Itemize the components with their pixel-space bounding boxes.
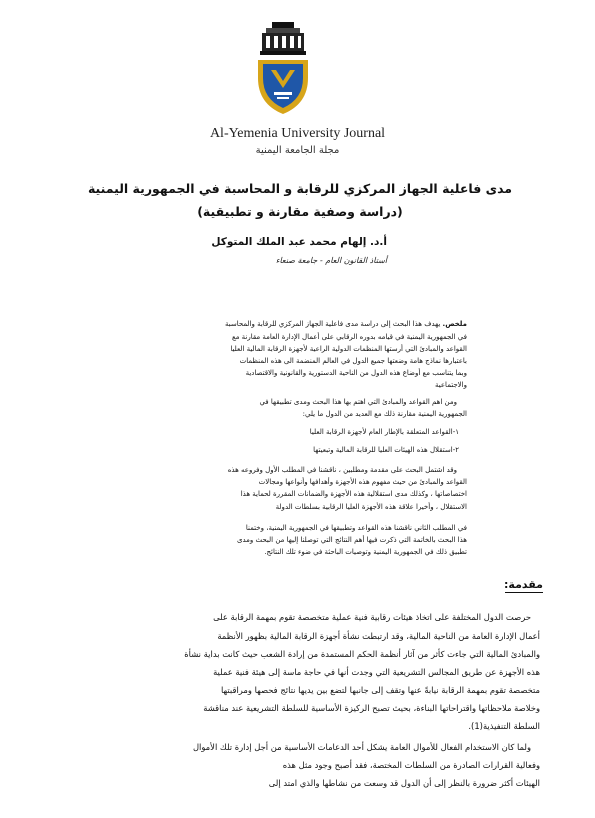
author-affiliation: أستاذ القانون العام - جامعة صنعاء — [275, 256, 387, 265]
intro-line: حرصت الدول المختلفة على اتخاذ هيئات رقابية فنية عملية متخصصة تقوم بمهمة الرقابة على — [213, 612, 531, 622]
abstract-list-item-2: ٢-استقلال هذه الهيئات العليا للرقابة المالية وتبعيتها — [313, 446, 459, 454]
abstract-line: في الجمهورية اليمنية في قيامه بدوره الرقابي على أعمال الإدارة العامة مقارنة مع — [231, 333, 467, 341]
abstract-line: الاستقلال ، وأخيرا علاقة هذه الأجهزة العليا الرقابية بسلطات الدولة — [275, 503, 467, 511]
abstract-line: وقد اشتمل البحث على مقدمة ومطلبين ، ناقشنا في المطلب الأول وفروعه هذه — [227, 466, 457, 474]
intro-line: والمبادئ المالية التي جاءت كأثر من آثار أنظمة الحكم المستمدة من إرادة الشعب حيث كانت بداية نشأة — [184, 649, 540, 659]
intro-line: هذه الأجهزة عن طريق المجالس التشريعية التي وجدت أنها في حاجة ماسة إلى هيئة فنية عملية — [213, 667, 540, 677]
abstract-line: ملخص. يهدف هذا البحث إلى دراسة مدى فاعلية الجهاز المركزي للرقابة والمحاسبة — [224, 320, 467, 328]
intro-line: السلطة التنفيذية(1). — [468, 721, 540, 731]
abstract-line: اختصاصاتها ، وكذلك مدى استقلالية هذه الأجهزة والضمانات المقررة لحماية هذا — [240, 490, 467, 498]
abstract-line: وبما يتناسب مع أوضاع هذه الدول من الناحية الدستورية والقانونية والاقتصادية — [245, 369, 467, 377]
abstract-line: القواعد والمبادئ من حيث مفهوم هذه الأجهزة وأهدافها وأنواعها ومجالات — [258, 478, 467, 486]
intro-line: متخصصة تقوم بمهمة الرقابة نيابةً عنها وتقف إلى جانبها لتضع بين يديها نتائج فحصها ومراقبتها — [220, 685, 540, 695]
abstract-line: الجمهورية اليمنية مقارنة ذلك مع العديد من الدول ما يلي: — [302, 410, 467, 418]
abstract-line: ومن اهم القواعد والمبادئ التي اهتم بها هذا البحث ومدى تطبيقها في — [259, 398, 457, 406]
intro-line: وفعالية القرارات الصادرة من السلطات المختصة، فقد أصبح وجود مثل هذه — [282, 760, 540, 770]
abstract-line: والاجتماعية — [435, 381, 467, 389]
abstract-line: القواعد والمبادئ التي أرستها المنظمات الدولية الراعية لأجهزة الرقابة المالية العليا — [230, 345, 467, 353]
author-name: أ.د. إلهام محمد عبد الملك المتوكل — [211, 236, 387, 248]
intro-line: الهيئات أكثر ضرورة بالنظر إلى أن الدول قد وسعت من نشاطها والذي امتد إلى — [268, 778, 540, 788]
introduction-heading: مقدمة: — [504, 578, 543, 591]
abstract-list-item-1: ١-القواعد المتعلقة بالإطار العام لأجهزة الرقابة العليا — [309, 428, 459, 436]
paper-title-line-2: (دراسة وصفية مقارنة و تطبيقية) — [197, 204, 403, 219]
paper-title-line-1: مدى فاعلية الجهاز المركزي للرقابة و المحاسبة في الجمهورية اليمنية — [87, 181, 513, 196]
abstract-line: تطبيق ذلك في الجمهورية اليمنية وتوصيات الباحثة في ضوء تلك النتائج. — [264, 548, 467, 556]
intro-line: أعمال الإدارة العامة من الناحية المالية، وقد ارتبطت نشأة أجهزة الرقابة المالية بظهور الأنظمة — [217, 631, 540, 641]
abstract-line: هذا البحث بالخاتمة التي ذكرت فيها أهم النتائج التي توصلنا إليها من البحث ومدى — [237, 536, 467, 544]
abstract-label: ملخص. — [442, 320, 467, 328]
journal-name-en: Al-Yemenia University Journal — [209, 126, 386, 141]
intro-line: وخلاصة ملاحظاتها واقتراحاتها البناءة، بحيث تصبح الركيزة الأساسية للسلطة التشريعية عند مناقشة — [203, 703, 540, 713]
intro-line: ولما كان الاستخدام الفعال للأموال العامة يشكل أحد الدعامات الأساسية من أجل إدارة تلك الأموال — [192, 742, 531, 752]
abstract-line: باعتبارها نماذج هامة وضعتها جميع الدول في العالم المنضمة الى هذه المنظمات — [239, 357, 467, 365]
abstract-line: في المطلب الثاني ناقشنا هذه القواعد وتطبيقها في الجمهورية اليمنية، وختمنا — [245, 524, 467, 532]
journal-name-ar: مجلة الجامعة اليمنية — [255, 145, 340, 156]
university-logo — [252, 20, 314, 122]
heading-underline — [505, 592, 543, 593]
